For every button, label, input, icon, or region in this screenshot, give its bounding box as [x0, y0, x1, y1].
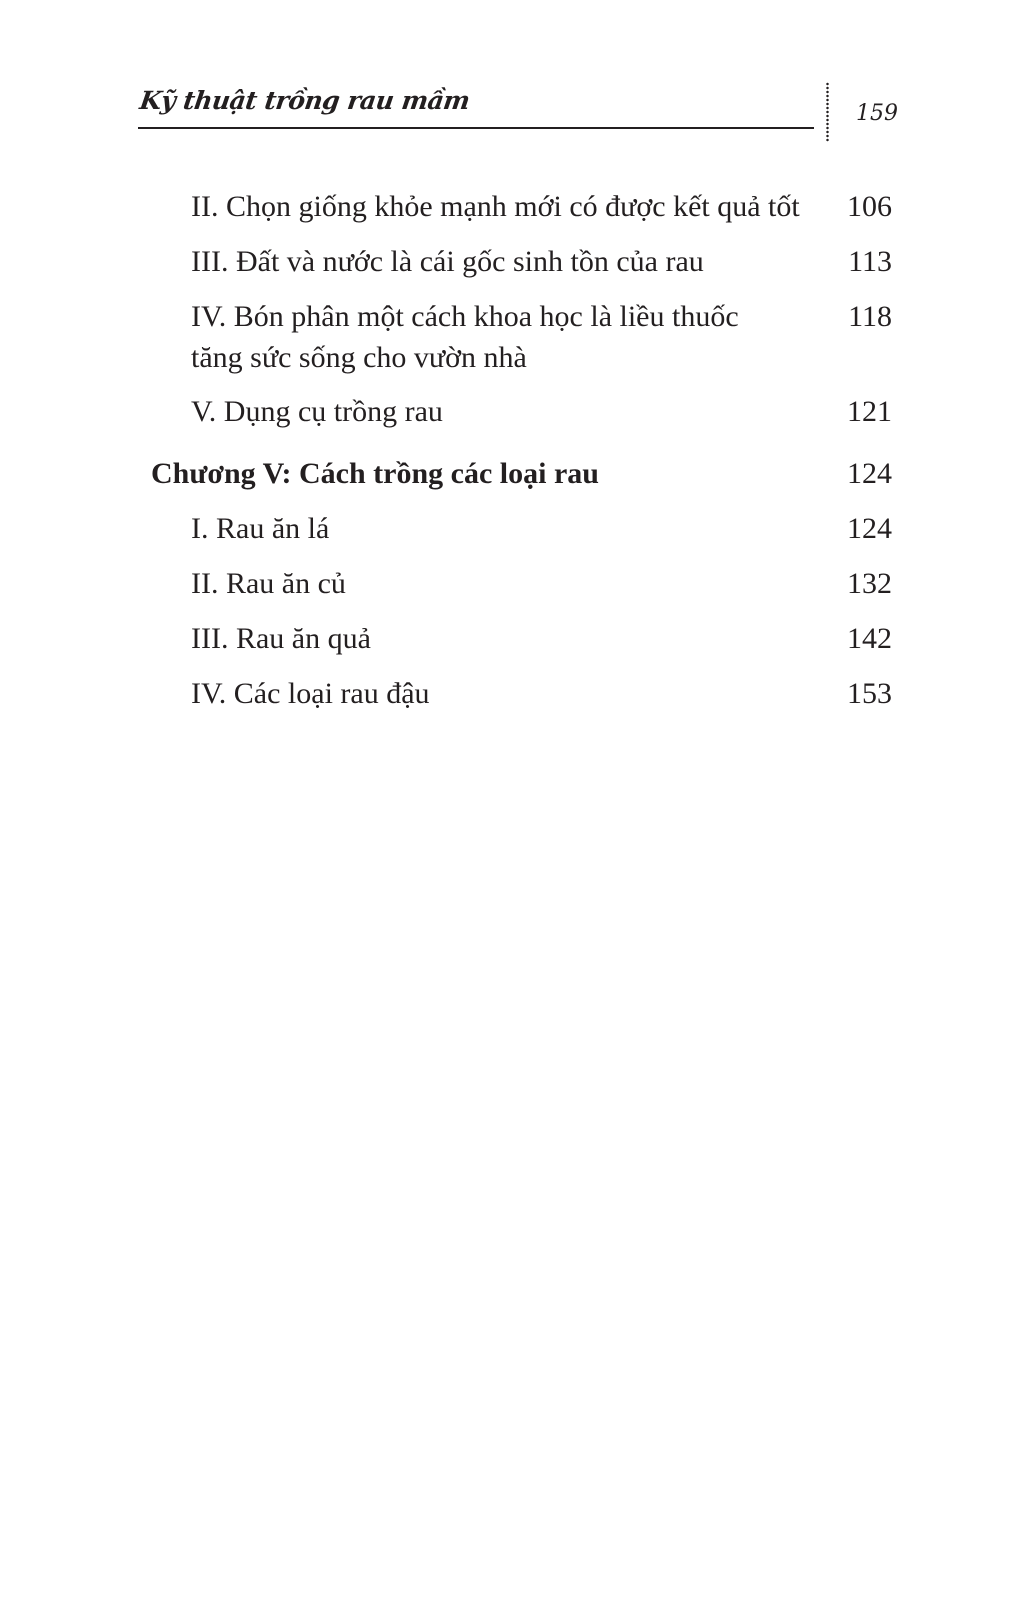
toc-entry-page: 124 — [847, 512, 892, 545]
page-number: 159 — [856, 101, 898, 126]
toc-chapter-title: Chương V: Cách trồng các loại rau — [151, 457, 599, 490]
toc-entry-page: 113 — [848, 245, 892, 278]
toc-entry-title-line1: IV. Bón phân một cách khoa học là liều thuốc — [191, 300, 739, 333]
toc-entry-page: 153 — [847, 677, 892, 710]
toc-entry-page: 106 — [847, 190, 892, 223]
toc-entry-page: 132 — [847, 567, 892, 600]
toc-entry-title: II. Chọn giống khỏe mạnh mới có được kết quả tốt — [191, 190, 800, 223]
toc-entry-title: V. Dụng cụ trồng rau — [191, 395, 443, 428]
toc-entry-title: III. Đất và nước là cái gốc sinh tồn của rau — [191, 245, 704, 278]
toc-entry-title: I. Rau ăn lá — [191, 512, 330, 545]
toc-entry-page: 121 — [847, 395, 892, 428]
toc-entry-title: II. Rau ăn củ — [191, 567, 346, 600]
running-title: Kỹ thuật trồng rau mầm — [137, 86, 472, 115]
toc-entry-page: 124 — [847, 457, 892, 490]
toc-entry-title-line2: tăng sức sống cho vườn nhà — [191, 341, 527, 374]
toc-entry-title: IV. Các loại rau đậu — [191, 677, 430, 710]
toc-entry-page: 118 — [848, 300, 892, 333]
toc-entry-title: III. Rau ăn quả — [191, 622, 371, 655]
toc-entry-page: 142 — [847, 622, 892, 655]
